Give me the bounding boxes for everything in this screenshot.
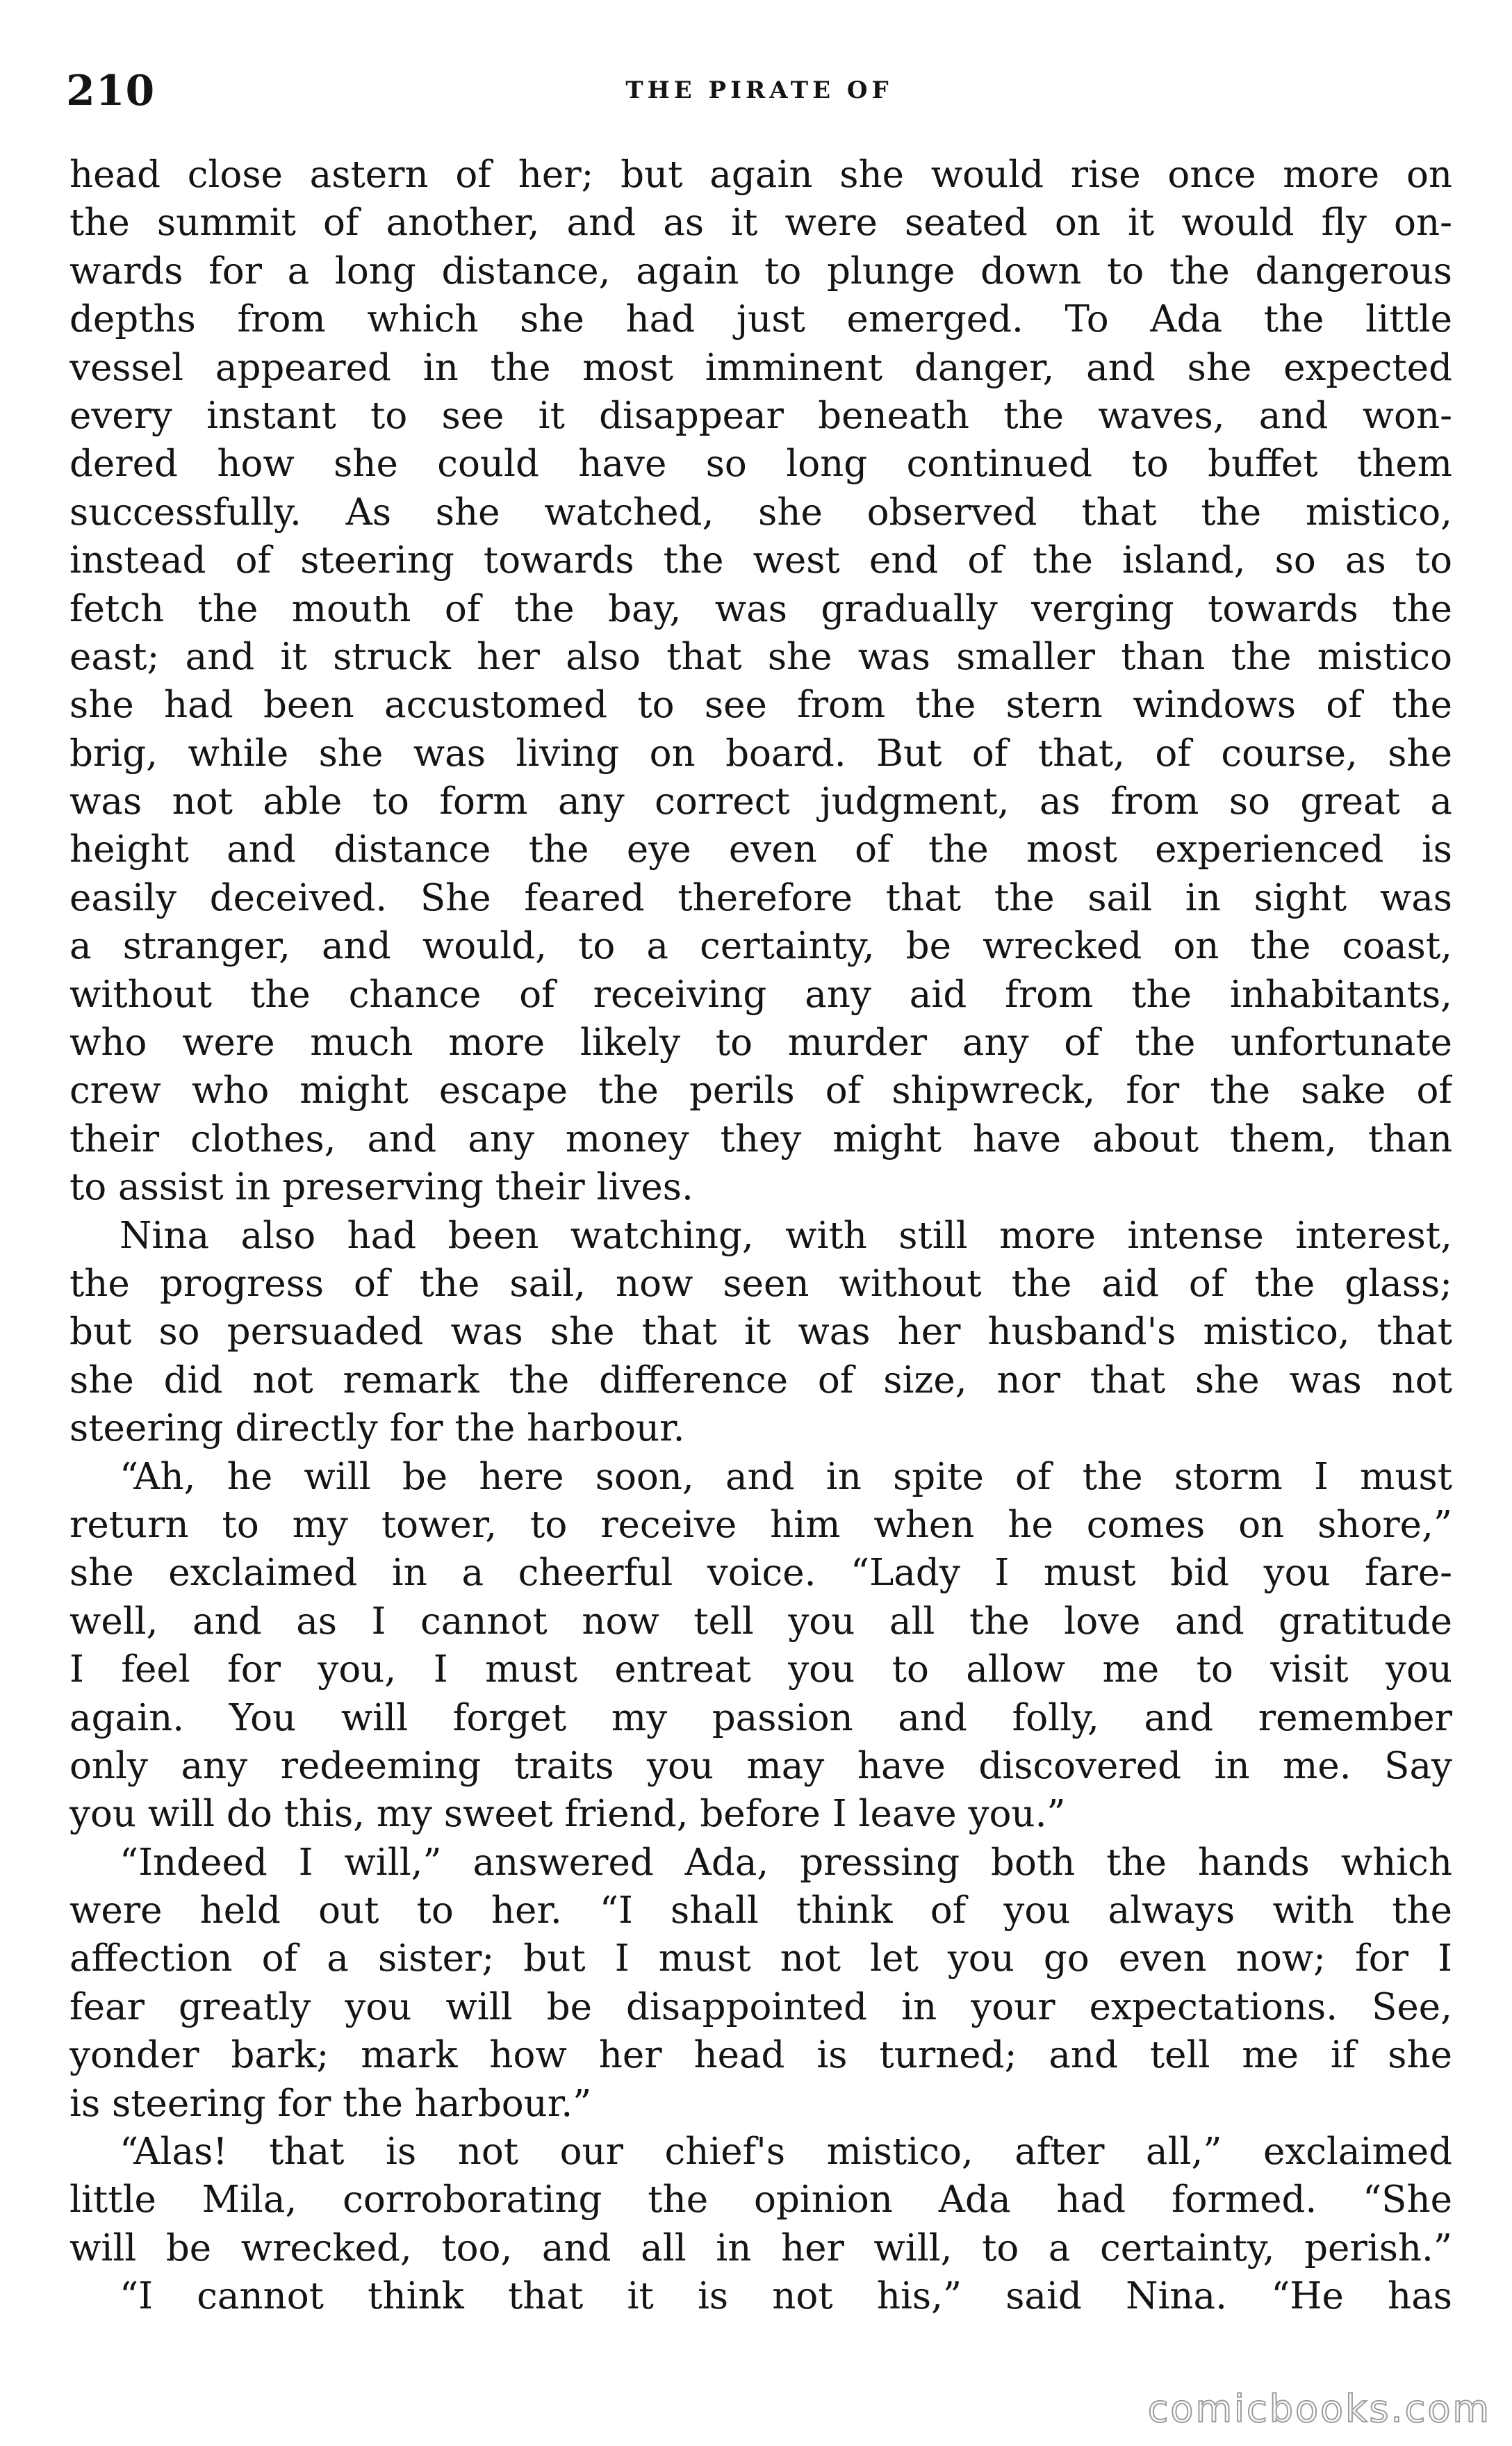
text-line: but so persuaded was she that it was her husband's mistico, that [69, 1311, 1452, 1354]
text-line: well, and as I cannot now tell you all the love and gratitude [69, 1600, 1452, 1643]
text-line: only any redeeming traits you may have discovered in me. Say [69, 1744, 1452, 1787]
watermark: comicbooks.com [1147, 2387, 1491, 2431]
text-line: “Indeed I will,” answered Ada, pressing both the hands which [120, 1841, 1452, 1884]
text-line: I feel for you, I must entreat you to allow me to visit you [69, 1648, 1452, 1691]
text-line: every instant to see it disappear beneath the waves, and won- [69, 394, 1452, 437]
text-line: vessel appeared in the most imminent danger, and she expected [69, 346, 1452, 389]
text-line: dered how she could have so long continued to buffet them [69, 443, 1452, 486]
text-line: “Ah, he will be here soon, and in spite of the storm I must [120, 1455, 1452, 1498]
text-line: east; and it struck her also that she was smaller than the mistico [69, 635, 1452, 678]
text-line: height and distance the eye even of the most experienced is [69, 828, 1452, 871]
text-line: “Alas! that is not our chief's mistico, after all,” exclaimed [120, 2131, 1452, 2174]
text-line: again. You will forget my passion and folly, and remember [69, 1696, 1452, 1739]
text-line: fetch the mouth of the bay, was gradually verging towards the [69, 587, 1452, 630]
text-line: to assist in preserving their lives. [69, 1166, 693, 1209]
text-line: affection of a sister; but I must not let you go even now; for I [69, 1937, 1452, 1980]
text-line: steering directly for the harbour. [69, 1407, 685, 1450]
text-line: depths from which she had just emerged. To Ada the little [69, 298, 1452, 341]
text-line: is steering for the harbour.” [69, 2082, 592, 2125]
text-line: who were much more likely to murder any of the unfortunate [69, 1021, 1452, 1065]
text-line: the progress of the sail, now seen without the aid of the glass; [69, 1262, 1452, 1305]
text-line: successfully. As she watched, she observed that the mistico, [69, 491, 1452, 534]
text-line: without the chance of receiving any aid from the inhabitants, [69, 973, 1452, 1016]
text-line: return to my tower, to receive him when he comes on shore,” [69, 1503, 1452, 1546]
text-line: brig, while she was living on board. But of that, of course, she [69, 732, 1452, 775]
text-line: she exclaimed in a cheerful voice. “Lady I must bid you fare- [69, 1552, 1452, 1595]
text-line: crew who might escape the perils of shipwreck, for the sake of [69, 1069, 1452, 1113]
text-line: will be wrecked, too, and all in her will, to a certainty, perish.” [69, 2226, 1452, 2269]
text-line: you will do this, my sweet friend, before I leave you.” [69, 1793, 1066, 1836]
text-line: Nina also had been watching, with still more intense interest, [120, 1214, 1452, 1257]
text-line: little Mila, corroborating the opinion Ada had formed. “She [69, 2178, 1452, 2222]
text-line: she had been accustomed to see from the stern windows of the [69, 684, 1452, 727]
text-line: “I cannot think that it is not his,” said Nina. “He has [120, 2275, 1452, 2318]
text-line: the summit of another, and as it were seated on it would fly on- [69, 202, 1452, 245]
page-number: 210 [66, 67, 156, 115]
text-line: she did not remark the difference of size, nor that she was not [69, 1359, 1452, 1402]
running-title: THE PIRATE OF [625, 76, 893, 104]
text-line: a stranger, and would, to a certainty, be wrecked on the coast, [69, 925, 1452, 968]
text-line: was not able to form any correct judgment, as from so great a [69, 780, 1452, 823]
text-line: wards for a long distance, again to plunge down to the dangerous [69, 249, 1452, 293]
text-line: instead of steering towards the west end of the island, so as to [69, 539, 1452, 582]
text-line: their clothes, and any money they might have about them, than [69, 1117, 1452, 1160]
text-line: easily deceived. She feared therefore that the sail in sight was [69, 876, 1452, 919]
text-line: were held out to her. “I shall think of you always with the [69, 1889, 1452, 1932]
text-line: head close astern of her; but again she would rise once more on [69, 154, 1452, 196]
text-line: yonder bark; mark how her head is turned; and tell me if she [69, 2034, 1452, 2077]
body-text [69, 151, 1452, 2321]
running-head [66, 67, 1452, 129]
text-line: fear greatly you will be disappointed in your expectations. See, [69, 1985, 1452, 2028]
